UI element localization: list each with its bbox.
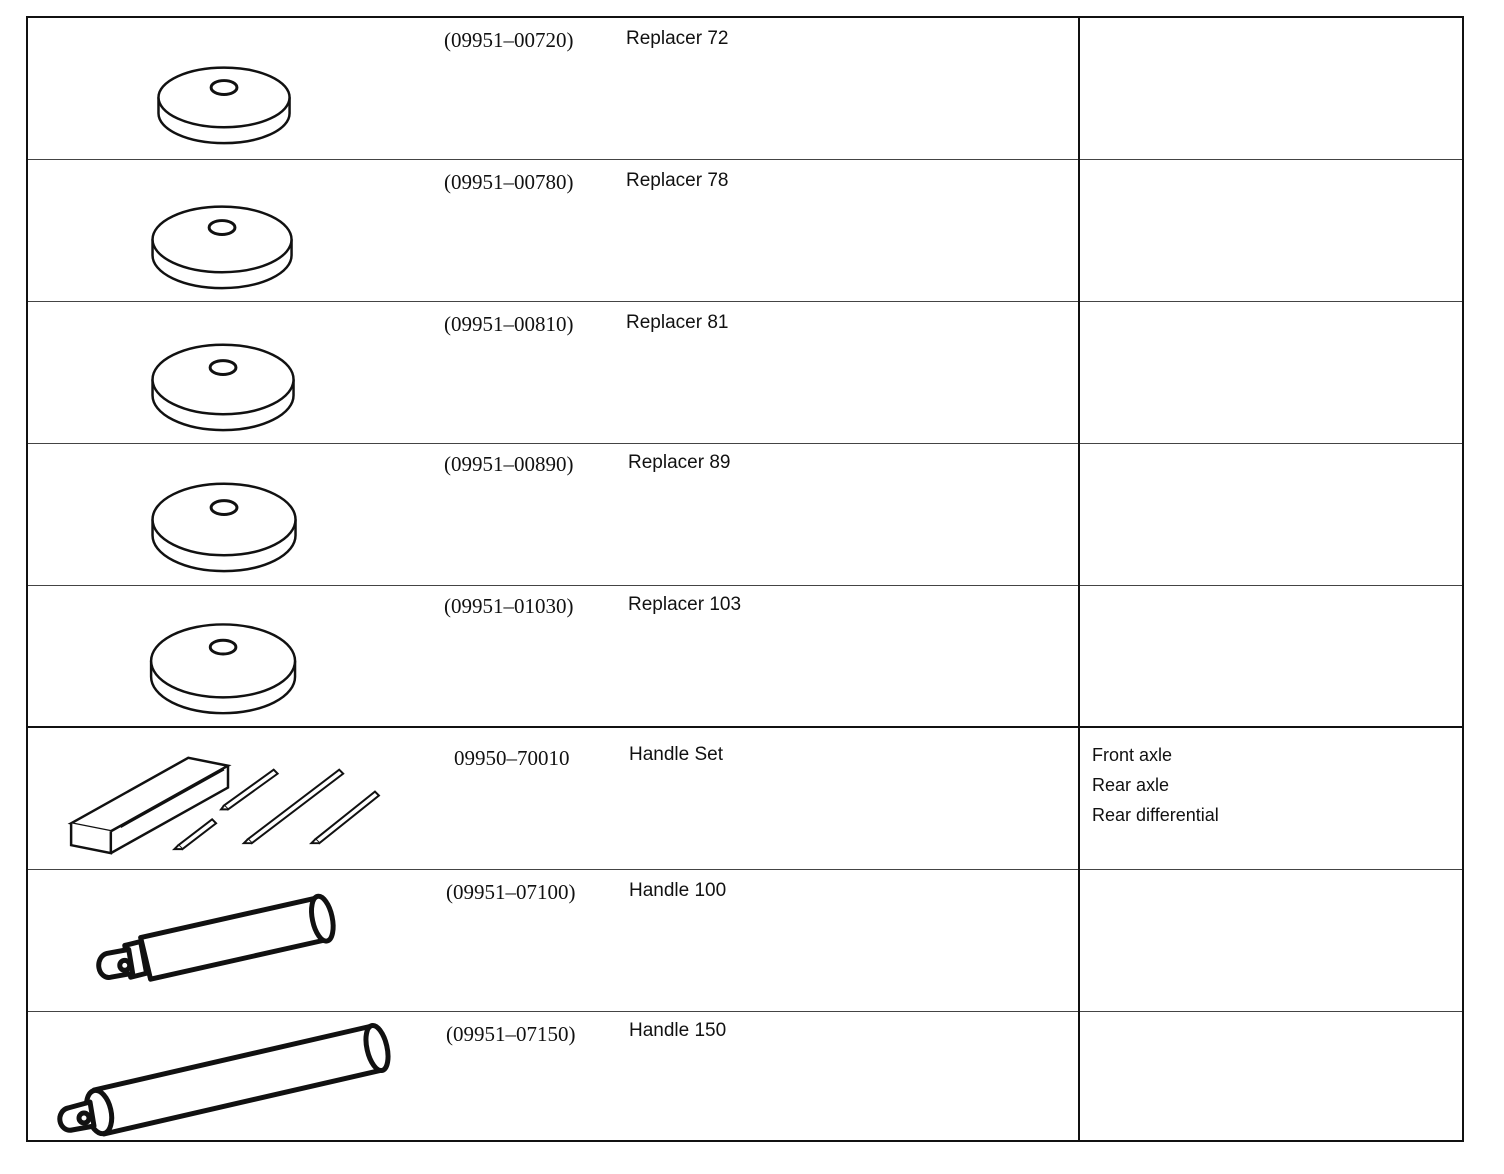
application-item: Rear axle [1092,775,1170,795]
handle-long-icon [28,1012,428,1144]
tool-name: Replacer 103 [628,594,742,615]
part-number: (09951–00890) [444,452,574,476]
tool-name: Handle 100 [629,880,727,901]
table-row [28,302,1462,444]
part-number: (09951–00780) [444,170,574,194]
replacer-disc-icon [28,160,428,301]
part-number: (09951–07100) [446,880,576,904]
tool-name: Replacer 78 [626,170,729,191]
part-number: (09951–07150) [446,1022,576,1046]
application-list [1092,740,1219,830]
replacer-disc-icon [28,444,428,585]
table-row [28,160,1462,302]
part-number: (09951–00720) [444,28,574,52]
column-divider [1078,18,1080,1140]
tool-name: Replacer 72 [626,28,729,49]
table-row [28,586,1462,728]
tool-name: Replacer 81 [626,312,729,333]
replacer-disc-icon [28,586,428,726]
replacer-disc-icon [28,302,428,443]
part-number: 09950–70010 [454,746,570,770]
application-item: Front axle [1092,745,1173,765]
handle-short-icon [28,870,428,1011]
handle-set-icon [28,728,428,869]
part-number: (09951–00810) [444,312,574,336]
tool-name: Handle Set [629,744,724,765]
replacer-disc-icon [28,18,428,159]
part-number: (09951–01030) [444,594,574,618]
table-row [28,1012,1462,1144]
table-row [28,444,1462,586]
table-row [28,728,1462,870]
tool-name: Handle 150 [629,1020,727,1041]
tool-table [26,16,1464,1142]
table-row [28,870,1462,1012]
application-item: Rear differential [1092,805,1219,825]
table-row [28,18,1462,160]
tool-name: Replacer 89 [628,452,731,473]
